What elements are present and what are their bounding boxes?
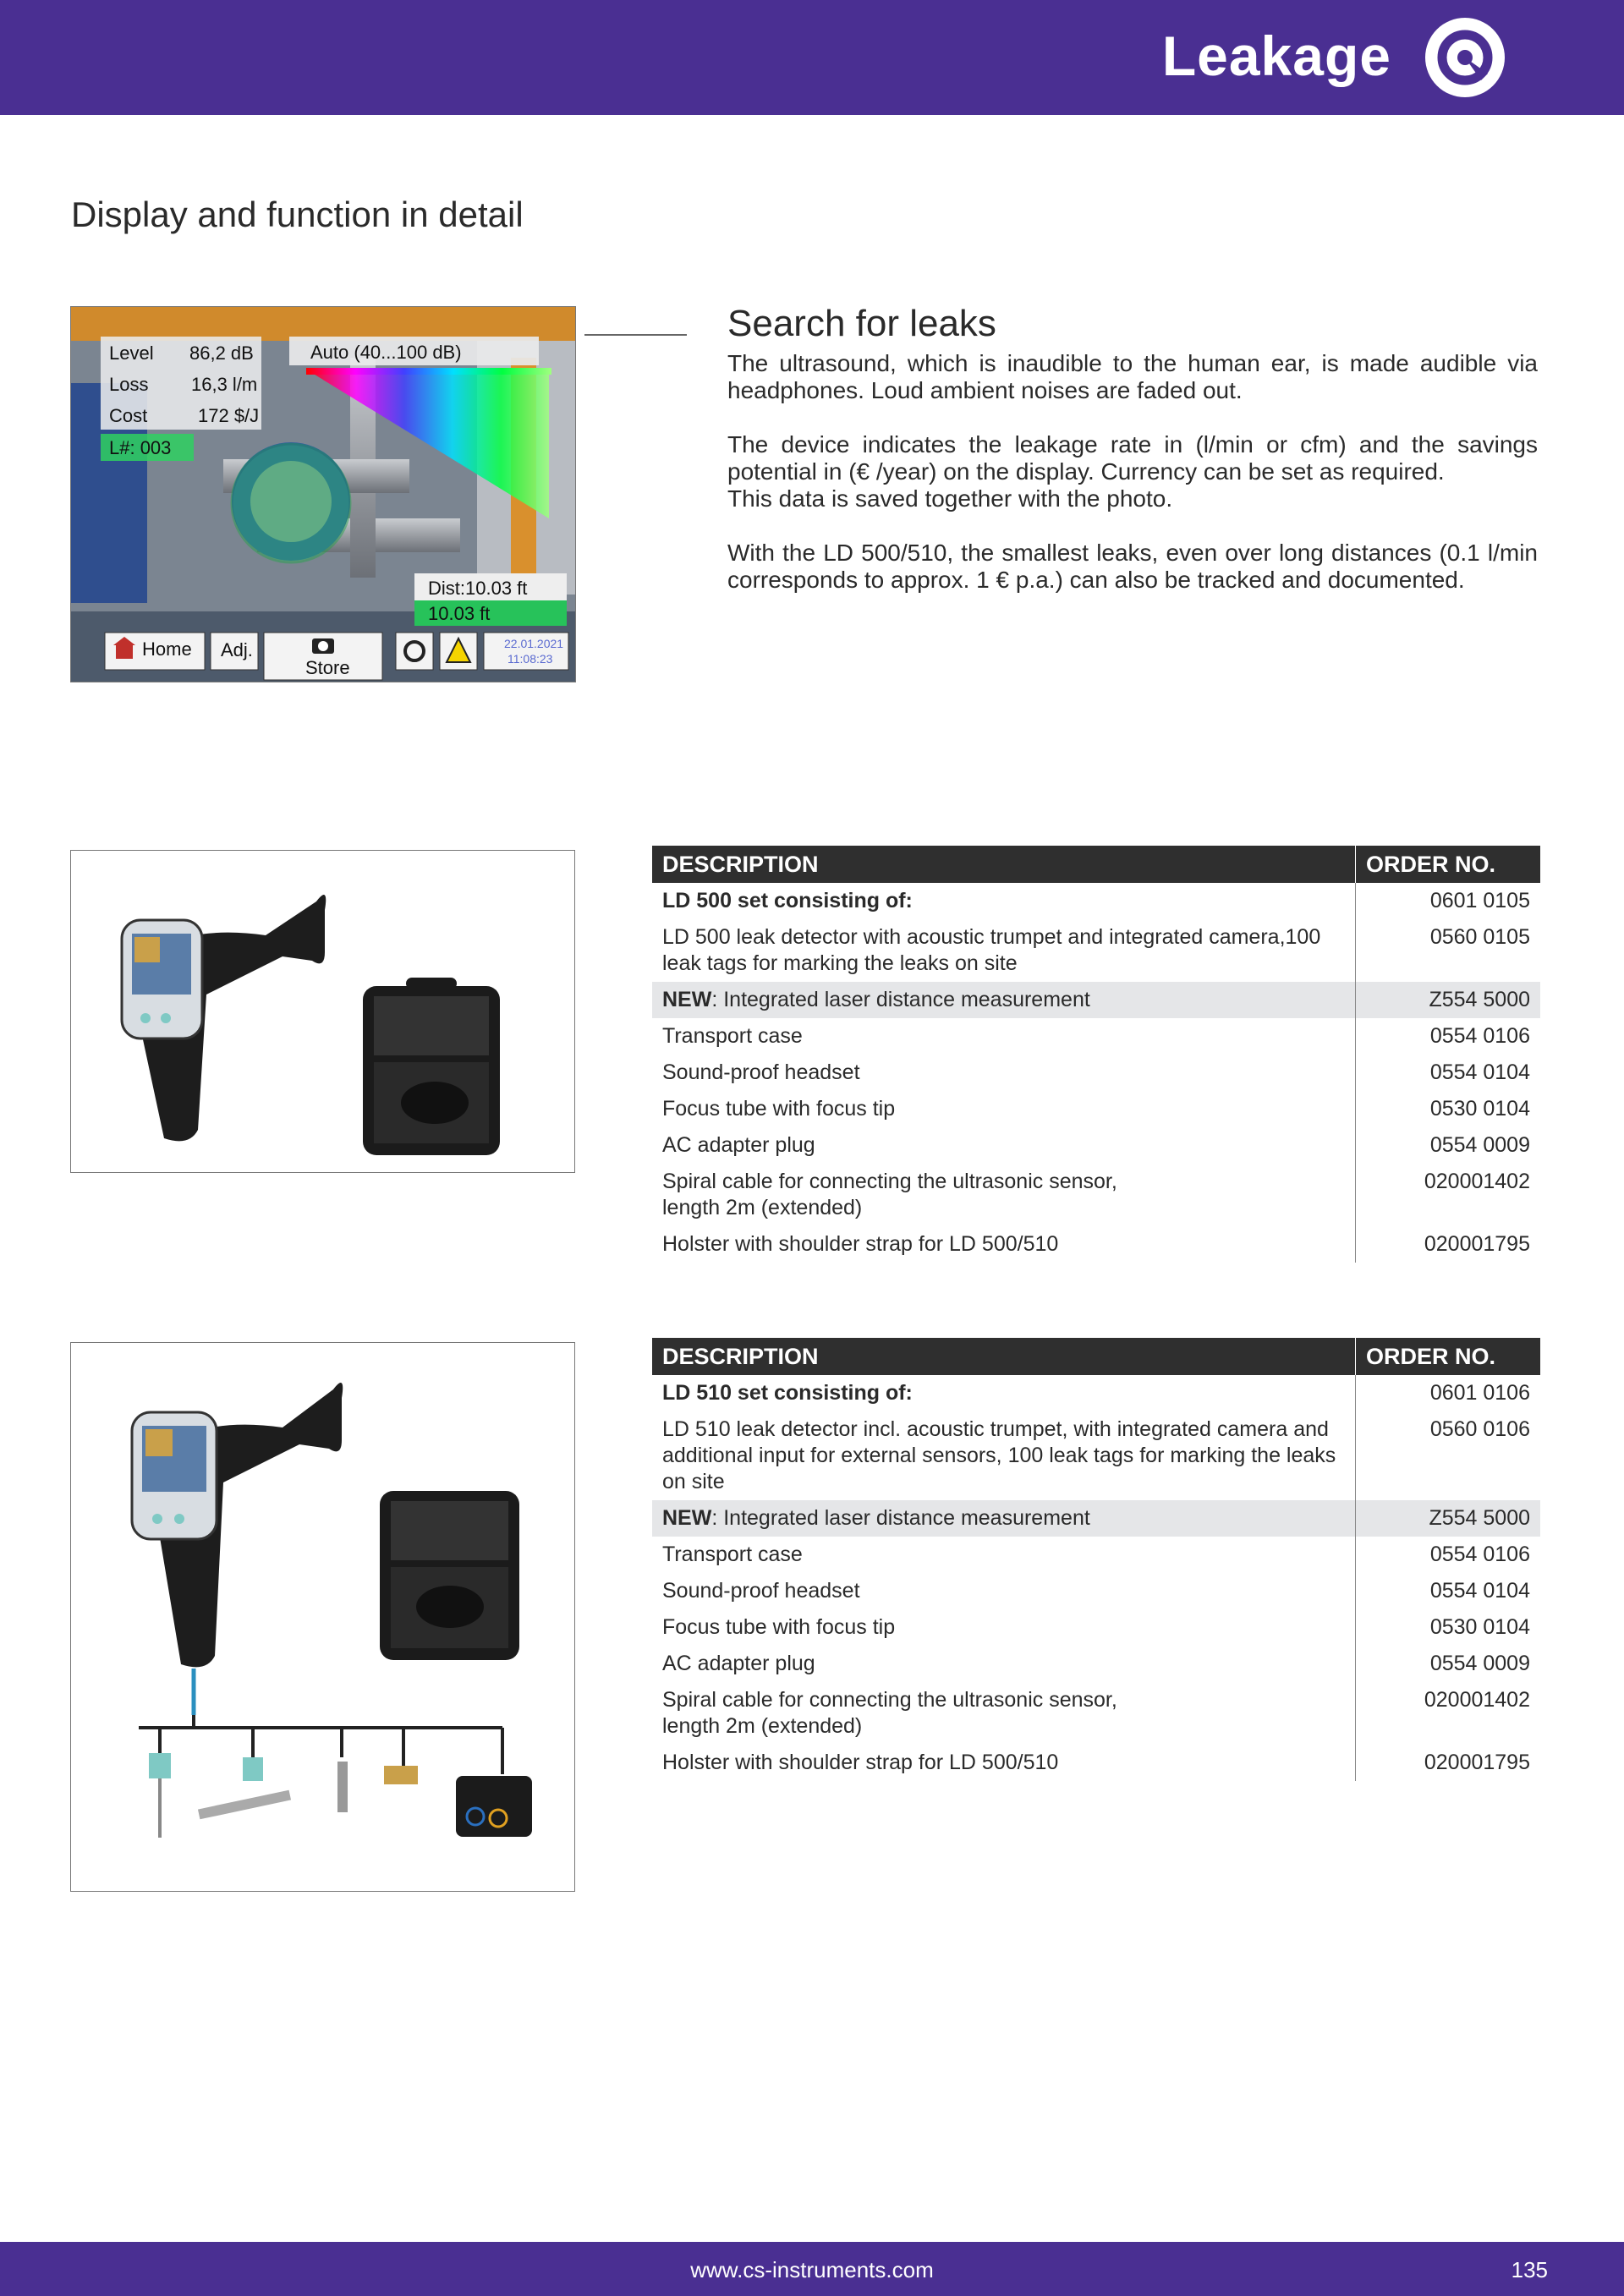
cost-value: 172 $/J: [198, 405, 260, 426]
row-description: Sound-proof headset: [662, 1579, 860, 1603]
row-description: Focus tube with focus tip: [662, 1097, 896, 1121]
table-row: [652, 1573, 1540, 1609]
row-description-text: : Integrated laser distance measurement: [711, 1506, 1090, 1530]
table-row: [652, 1411, 1540, 1500]
search-paragraph-2b: This data is saved together with the photo.: [727, 485, 1173, 512]
row-order-no: 0530 0104: [1356, 1609, 1541, 1646]
loss-label: Loss: [109, 374, 149, 395]
row-order-no: Z554 5000: [1356, 982, 1541, 1018]
header-title: Leakage: [1161, 25, 1391, 87]
table-row: [652, 1055, 1540, 1091]
search-paragraph-1: The ultrasound, which is inaudible to the human ear, is made audible via headphones. Loud ambient noises are faded out.: [727, 350, 1538, 403]
row-description-line-2: length 2m (extended): [662, 1714, 863, 1738]
page-footer: [0, 2242, 1624, 2296]
search-paragraph-2: [727, 431, 1538, 512]
screen-illustration: [71, 307, 575, 682]
ld510-illustration: [71, 1343, 574, 1891]
ld500-product-photo: [70, 850, 575, 1173]
row-description: [652, 1500, 1356, 1537]
row-order-no: 0554 0104: [1356, 1055, 1541, 1091]
table-row: [652, 1609, 1540, 1646]
distance-value: 10.03 ft: [428, 603, 491, 624]
adj-button-label: Adj.: [221, 639, 253, 660]
ld510-order-table: [652, 1338, 1540, 1781]
row-order-no: 0554 0106: [1356, 1537, 1541, 1573]
row-order-no: 0554 0106: [1356, 1018, 1541, 1055]
device-screen-photo: [70, 306, 576, 682]
new-badge: NEW: [662, 988, 712, 1011]
screen-date: 22.01.2021: [504, 637, 564, 650]
distance-label: Dist:10.03 ft: [428, 578, 528, 599]
table-row-highlighted: [652, 1500, 1540, 1537]
ld500-illustration: [71, 851, 574, 1172]
table-row: [652, 919, 1540, 982]
row-description: Sound-proof headset: [662, 1060, 860, 1084]
row-order-no: 0560 0106: [1356, 1411, 1541, 1500]
row-description: Focus tube with focus tip: [662, 1615, 896, 1639]
callout-line: [584, 334, 687, 336]
row-description: AC adapter plug: [662, 1652, 815, 1675]
table-row: [652, 1537, 1540, 1573]
search-paragraph-2a: The device indicates the leakage rate in (l/min or cfm) and the savings potential in (€ /year) on the display. Currency can be set as required.: [727, 431, 1538, 485]
row-description-line-1: Spiral cable for connecting the ultrasonic sensor,: [662, 1170, 1117, 1193]
row-order-no: 020001795: [1356, 1745, 1541, 1781]
loss-value: 16,3 l/m: [191, 374, 258, 395]
order-no-header: ORDER NO.: [1356, 846, 1541, 883]
search-paragraph-3: With the LD 500/510, the smallest leaks, even over long distances (0.1 l/min corresponds to approx. 1 € p.a.) can also be tracked and documented.: [727, 540, 1538, 593]
leak-target-icon: [1425, 18, 1505, 97]
footer-url[interactable]: www.cs-instruments.com: [690, 2257, 934, 2282]
description-header: DESCRIPTION: [652, 1338, 1356, 1375]
row-description: [652, 982, 1356, 1018]
row-description: [652, 1164, 1356, 1226]
row-description-line-1: Spiral cable for connecting the ultrasonic sensor,: [662, 1688, 1117, 1712]
table-row: [652, 1164, 1540, 1226]
store-button-label: Store: [305, 657, 350, 678]
cost-label: Cost: [109, 405, 148, 426]
row-order-no: 020001402: [1356, 1164, 1541, 1226]
row-description: Holster with shoulder strap for LD 500/510: [662, 1751, 1059, 1774]
table-row: [652, 1682, 1540, 1745]
row-description: LD 500 set consisting of:: [662, 889, 913, 912]
row-order-no: 0554 0009: [1356, 1646, 1541, 1682]
order-no-header: ORDER NO.: [1356, 1338, 1541, 1375]
row-description-line-2: length 2m (extended): [662, 1196, 863, 1219]
row-order-no: 020001402: [1356, 1682, 1541, 1745]
row-order-no: 0601 0106: [1356, 1375, 1541, 1411]
level-label: Level: [109, 342, 154, 364]
table-header-row: [652, 1338, 1540, 1375]
table-row: [652, 1226, 1540, 1263]
table-header-row: [652, 846, 1540, 883]
row-description: LD 510 set consisting of:: [662, 1381, 913, 1405]
camera-icon: [312, 638, 334, 654]
level-value: 86,2 dB: [189, 342, 254, 364]
table-row: [652, 883, 1540, 919]
row-order-no: Z554 5000: [1356, 1500, 1541, 1537]
description-header: DESCRIPTION: [652, 846, 1356, 883]
ld500-order-table: [652, 846, 1540, 1263]
row-description: Transport case: [662, 1543, 803, 1566]
row-description-text: : Integrated laser distance measurement: [711, 988, 1090, 1011]
row-description: LD 500 leak detector with acoustic trumpet and integrated camera,100 leak tags for marking the leaks on site: [662, 925, 1321, 975]
screen-time: 11:08:23: [508, 652, 553, 666]
row-order-no: 0530 0104: [1356, 1091, 1541, 1127]
table-row: [652, 1127, 1540, 1164]
table-row: [652, 1646, 1540, 1682]
table-row: [652, 1745, 1540, 1781]
table-row-highlighted: [652, 982, 1540, 1018]
leak-number: L#: 003: [109, 437, 172, 458]
row-description: AC adapter plug: [662, 1133, 815, 1157]
row-order-no: 0554 0009: [1356, 1127, 1541, 1164]
table-row: [652, 1091, 1540, 1127]
page-header: [0, 0, 1624, 115]
row-order-no: 0560 0105: [1356, 919, 1541, 982]
range-label: Auto (40...100 dB): [310, 342, 462, 363]
page-number: 135: [1511, 2257, 1548, 2282]
row-description: Holster with shoulder strap for LD 500/510: [662, 1232, 1059, 1256]
search-heading: Search for leaks: [727, 303, 996, 344]
ld510-product-photo: [70, 1342, 575, 1892]
row-order-no: 020001795: [1356, 1226, 1541, 1263]
row-order-no: 0601 0105: [1356, 883, 1541, 919]
home-button-label: Home: [142, 638, 192, 660]
row-order-no: 0554 0104: [1356, 1573, 1541, 1609]
row-description: [652, 1682, 1356, 1745]
section-title: Display and function in detail: [71, 195, 524, 234]
table-row: [652, 1375, 1540, 1411]
table-row: [652, 1018, 1540, 1055]
row-description: LD 510 leak detector incl. acoustic trumpet, with integrated camera and additional input for external sensors, 100 leak tags for marking the leaks on site: [662, 1417, 1336, 1493]
row-description: Transport case: [662, 1024, 803, 1048]
new-badge: NEW: [662, 1506, 712, 1530]
